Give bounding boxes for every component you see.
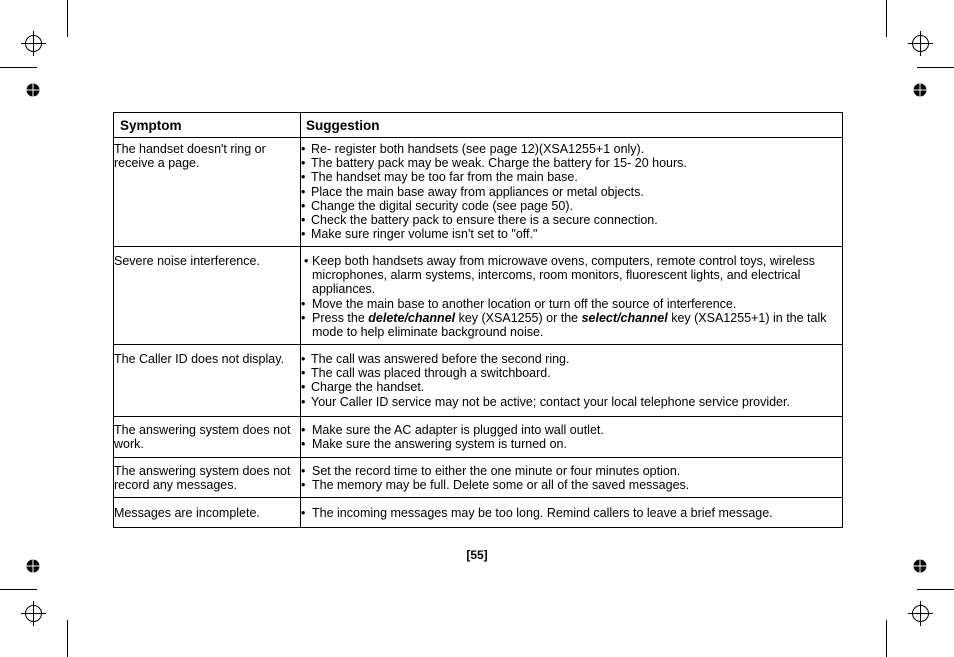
table-row [114,498,843,528]
suggestion-list [301,464,842,492]
list-item: • Check the battery pack to ensure there is a secure connection. [301,213,658,228]
list-item: • The call was answered before the second ring. [301,352,570,366]
suggestion-list [301,254,842,339]
registration-dot-icon [26,83,40,97]
suggestion-cell [301,247,843,345]
registration-dot-icon [913,83,927,97]
suggestion-cell [301,498,843,528]
table-row [114,247,843,345]
suggestion-cell [301,458,843,498]
registration-target-icon [908,601,933,626]
header-symptom: Symptom [114,113,301,138]
table-row [114,345,843,417]
delete-channel-key: delete/channel [368,310,456,325]
list-item: • Make sure the AC adapter is plugged into wall outlet. [301,423,604,437]
list-item: • The memory may be full. Delete some or all of the saved messages. [301,478,690,493]
symptom-cell: Severe noise interference. [114,247,301,345]
page-number: [55] [466,548,488,562]
symptom-cell: The handset doesn't ring or receive a page. [114,138,301,247]
registration-target-icon [21,601,46,626]
list-item: • The handset may be too far from the main base. [301,170,578,185]
header-suggestion: Suggestion [301,113,843,138]
list-item: • Make sure ringer volume isn't set to "off." [301,227,538,242]
list-item: • Press the delete/channel key (XSA1255) or the select/channel key (XSA1255+1) in the talk mode to help eliminate background noise. [301,310,827,340]
list-item: • The battery pack may be weak. Charge the battery for 15- 20 hours. [301,156,687,171]
registration-target-icon [21,31,46,56]
list-item: • Set the record time to either the one minute or four minutes option. [301,464,681,478]
list-item: • Make sure the answering system is turned on. [301,437,567,452]
list-item: • Re- register both handsets (see page 12)(XSA1255+1 only). [301,142,645,156]
symptom-cell: The answering system does not work. [114,417,301,458]
symptom-cell: Messages are incomplete. [114,498,301,528]
list-item: • Place the main base away from appliances or metal objects. [301,184,644,199]
table-row [114,138,843,247]
list-item: • Charge the handset. [301,380,425,395]
table-header-row [114,113,843,138]
suggestion-list [301,506,842,520]
suggestion-list [301,142,842,241]
symptom-cell: The Caller ID does not display. [114,345,301,417]
suggestion-cell [301,138,843,247]
suggestion-cell [301,417,843,458]
list-item: • Keep both handsets away from microwave ovens, computers, remote control toys, wireless microphones, alarm systems, intercoms, room monitors, fluorescent lights, and electrical appliances. [304,254,815,297]
list-item: • Your Caller ID service may not be active; contact your local telephone service provider. [301,394,790,409]
list-item: • The call was placed through a switchboard. [301,366,551,381]
suggestion-cell [301,345,843,417]
list-item: • Change the digital security code (see page 50). [301,198,573,213]
suggestion-list [301,352,842,409]
symptom-cell: The answering system does not record any messages. [114,458,301,498]
table-row [114,417,843,458]
registration-target-icon [908,31,933,56]
list-item: • The incoming messages may be too long. Remind callers to leave a brief message. [301,506,773,520]
list-item: • Move the main base to another location or turn off the source of interference. [301,296,737,311]
table-row [114,458,843,498]
suggestion-list [301,423,842,451]
select-channel-key: select/channel [581,310,668,325]
troubleshooting-table [113,112,843,528]
